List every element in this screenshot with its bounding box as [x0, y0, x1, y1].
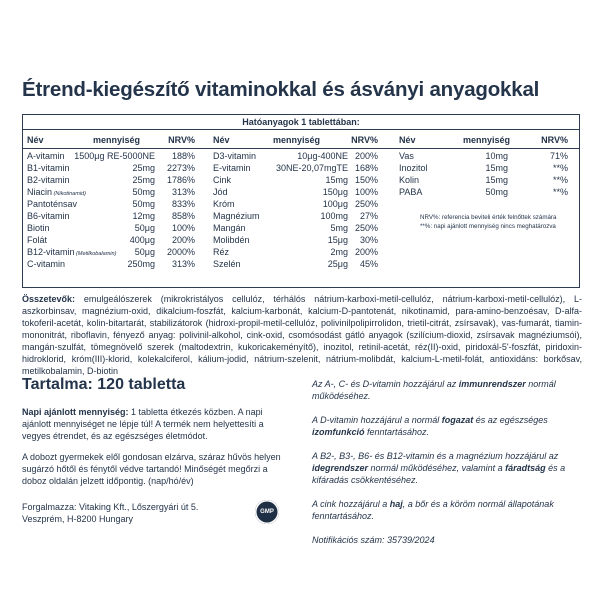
col1-nrv-header: NRV%	[168, 135, 195, 145]
nutrient-name: Kolin	[399, 175, 420, 185]
ingredients-label: Összetevők:	[22, 294, 76, 304]
note-nrv: NRV%: referencia beviteli érték felnőttek számára	[420, 214, 557, 221]
nutrient-amount: 50μg	[134, 247, 155, 257]
nutrient-name: Szelén	[213, 259, 241, 269]
nutrient-nrv: 858%	[171, 211, 195, 221]
nutrient-name: B1-vitamin	[27, 163, 70, 173]
nutrient-amount: 12mg	[132, 211, 155, 221]
col3-nrv-header: NRV%	[541, 135, 568, 145]
nutrient-amount: 30NE-20,07mgTE	[275, 163, 348, 173]
nutrient-amount: 2mg	[330, 247, 348, 257]
nutrient-amount: 400μg	[129, 235, 155, 245]
nutrient-note: (Nikotinamid)	[52, 191, 86, 197]
distributor-info	[22, 501, 287, 525]
nutrient-nrv: 200%	[354, 247, 378, 257]
nutrient-amount: 100mg	[320, 211, 348, 221]
nutrient-nrv: 2273%	[166, 163, 195, 173]
nutrient-name: Niacin (Nikotinamid)	[27, 187, 86, 197]
notification-number: Notifikációs szám: 35739/2024	[312, 535, 435, 545]
table-header: Hatóanyagok 1 tablettában:	[23, 115, 579, 130]
nutrient-name: Biotin	[27, 223, 50, 233]
nutrient-name: Cink	[213, 175, 232, 185]
nutrient-nrv: 200%	[171, 235, 195, 245]
nutrient-amount: 10μg-400NE	[297, 151, 348, 161]
nutrient-amount: 50mg	[132, 199, 155, 209]
header-divider	[23, 148, 579, 149]
nutrient-nrv: **%	[552, 175, 568, 185]
ingredients-list: emulgeálószerek (mikrokristályos cellulóz, térhálós nátrium-karboxi-metil-cellulóz, nátrium-karboxi-metil-cellulóz), L-aszkorbinsav, magnézium-oxid, dikalcium-foszfát, kalcium-karbonát, kalcium-D-pantotenát, nikotinamid, para-amino-benzoésav, D-alfa-tokoferil-acetát, kolin-bitartarát, stabilizátorok (hidroxi-propil-metil-cellulóz, polivinilpolipirrolidon, trietil-citrát, zsírsavak), vas-fumarát, tiamin-mononitrát, riboflavin, fényező anyag: polivinil-alkohol, cink-oxid, csomósodást gátló anyagok (szilícium-dioxid, zsírsavak magnéziumsói), mangán-szulfát, tömegnövelő szerek (maltodextrin, kukoricakeményítő), inozitol, retinil-acetát, réz(II)-oxid, piridoxál-5'-foszfát, piridoxin-hidroklorid, króm(III)-klorid, kolekalciferol, kálium-jodid, nátrium-szelenit, nátrium-molibdát, kalcium-L-metil-folát, antioxidáns: borkősav, metilkobalamin, D-biotin	[22, 294, 582, 376]
nutrient-amount: 50mg	[485, 187, 508, 197]
col2-nrv-header: NRV%	[351, 135, 378, 145]
nutrient-nrv: 1786%	[166, 175, 195, 185]
page-title: Étrend-kiegészítő vitaminokkal és ásványi anyagokkal	[22, 78, 540, 101]
nutrition-table	[22, 114, 580, 288]
distributor-line2: Veszprém, H-8200 Hungary	[22, 514, 134, 524]
nutrient-name: Inozitol	[399, 163, 428, 173]
nutrient-nrv: 100%	[171, 223, 195, 233]
nutrient-amount: 10mg	[485, 151, 508, 161]
dosage-label: Napi ajánlott mennyiség:	[22, 407, 129, 417]
nutrient-name: Magnézium	[213, 211, 260, 221]
nutrient-amount: 25mg	[132, 175, 155, 185]
nutrient-name: Vas	[399, 151, 414, 161]
nutrient-amount: 150μg	[322, 187, 348, 197]
nutrient-amount: 250mg	[127, 259, 155, 269]
nutrient-amount: 15mg	[485, 175, 508, 185]
nutrient-nrv: 188%	[171, 151, 195, 161]
nutrient-nrv: 27%	[359, 211, 378, 221]
nutrient-name: B2-vitamin	[27, 175, 70, 185]
nutrient-amount: 5mg	[330, 223, 348, 233]
nutrient-amount: 50μg	[134, 223, 155, 233]
nutrient-amount: 25mg	[132, 163, 155, 173]
nutrient-amount: 100μg	[322, 199, 348, 209]
nutrient-nrv: **%	[552, 163, 568, 173]
col2-amount-header: mennyiség	[273, 135, 321, 145]
nutrient-nrv: 250%	[354, 223, 378, 233]
nutrient-note: (Metilkobalamin)	[74, 251, 117, 257]
nutrient-name: Mangán	[213, 223, 246, 233]
nutrient-amount: 15mg	[325, 175, 348, 185]
nutrient-name: A-vitamin	[27, 151, 65, 161]
health-claims	[312, 378, 584, 558]
nutrient-nrv: 45%	[359, 259, 378, 269]
nutrient-name: PABA	[399, 187, 423, 197]
nutrient-nrv: 833%	[171, 199, 195, 209]
nutrient-name: Folát	[27, 235, 48, 245]
distributor-line1: Forgalmazza: Vitaking Kft., Lőszergyári út 5.	[22, 502, 199, 512]
dosage-text: 1 tabletta étkezés közben. A napi ajánlott mennyiséget ne lépje túl! A termék nem helyettesíti a vegyes étrendet, és az egészséges életmódot.	[22, 407, 264, 441]
nutrient-nrv: 313%	[171, 259, 195, 269]
nutrient-amount: 50mg	[132, 187, 155, 197]
nutrient-amount: 15mg	[485, 163, 508, 173]
nutrient-amount: 1500μg RE-5000NE	[74, 151, 155, 161]
nutrient-amount: 25μg	[327, 259, 348, 269]
nutrient-nrv: 150%	[354, 175, 378, 185]
col1-amount-header: mennyiség	[93, 135, 141, 145]
nutrient-name: Jód	[213, 187, 228, 197]
nutrient-name: B6-vitamin	[27, 211, 70, 221]
nutrient-nrv: 313%	[171, 187, 195, 197]
contents-title: Tartalma: 120 tabletta	[22, 376, 186, 393]
usage-info	[22, 406, 287, 534]
storage-paragraph: A dobozt gyermekek elől gondosan elzárva, száraz hűvös helyen sugárzó hőtől és fénytől védve tartandó! Minőségét megőrzi a doboz oldalán jelzett időpontig. (nap/hó/év)	[22, 452, 281, 486]
nutrient-name: Króm	[213, 199, 235, 209]
nutrient-name: E-vitamin	[213, 163, 251, 173]
nutrient-name: Molibdén	[213, 235, 250, 245]
nutrient-nrv: 2000%	[166, 247, 195, 257]
nutrient-nrv: **%	[552, 187, 568, 197]
nutrient-amount: 15μg	[327, 235, 348, 245]
nutrient-name: D3-vitamin	[213, 151, 257, 161]
nutrient-nrv: 30%	[359, 235, 378, 245]
col1-name-header: Név	[27, 135, 44, 145]
ingredients-text	[22, 293, 582, 377]
nutrient-name: Pantoténsav	[27, 199, 78, 209]
claim-teeth: A D-vitamin hozzájárul a normál fogazat és az egészséges izomfunkció fenntartásához.	[312, 415, 548, 437]
nutrient-name: Réz	[213, 247, 230, 257]
claim-immune: Az A-, C- és D-vitamin hozzájárul az immunrendszer normál működéséhez.	[312, 379, 556, 401]
gmp-badge-icon: GMP	[255, 500, 279, 524]
dosage-paragraph	[22, 406, 287, 442]
note-undetermined: **%: napi ajánlott mennyiség nincs meghatározva	[420, 223, 556, 230]
nutrient-nrv: 168%	[354, 163, 378, 173]
claim-hair: A cink hozzájárul a haj, a bőr és a köröm normál állapotának fenntartásához.	[312, 499, 554, 521]
nutrient-name: B12-vitamin (Metilkobalamin)	[27, 247, 117, 257]
col2-name-header: Név	[213, 135, 230, 145]
col3-amount-header: mennyiség	[463, 135, 511, 145]
nutrient-nrv: 250%	[354, 199, 378, 209]
nutrient-nrv: 200%	[354, 151, 378, 161]
nutrient-name: C-vitamin	[27, 259, 66, 269]
col3-name-header: Név	[399, 135, 416, 145]
table-notes	[420, 213, 590, 231]
claim-nervous: A B2-, B3-, B6- és B12-vitamin és a magnézium hozzájárul az idegrendszer normál működéséhez, valamint a fáradtság és a kifáradás csökkentéséhez.	[312, 451, 566, 485]
nutrient-nrv: 100%	[354, 187, 378, 197]
nutrient-nrv: 71%	[549, 151, 568, 161]
